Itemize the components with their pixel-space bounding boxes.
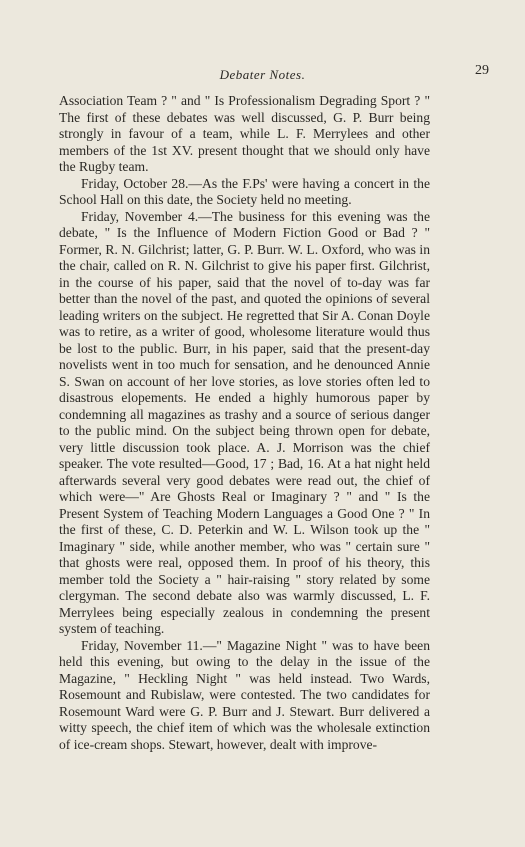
paragraph-november-4: Friday, November 4.—The business for this evening was the debate, " Is the Influence of Modern Fiction Good or Bad ? " Former, R. N. Gilchrist; latter, G. P. Burr. W. L. Oxford, who was in the chair, called on R. N. Gilchrist to give his paper first. Gilchrist, in the course of his paper, said that the novel of to-day was far better than the novel of the past, and quoted the opinions of several leading writers on the subject. He regretted that Sir A. Conan Doyle was to retire, as a writer of good, wholesome literature would thus be lost to the public. Burr, in his paper, said that the present-day novelists went in too much for sensation, and he denounced Annie S. Swan on account of her love stories, as love stories often led to disastrous elopements. He ended a highly humorous paper by condemning all magazines as trashy and a source of serious danger to the public mind. On the subject being thrown open for debate, very little discussion took place. A. J. Morrison was the chief speaker. The vote resulted—Good, 17 ; Bad, 16. At a hat night held afterwards several very good debates were read out, the chief of which were—" Are Ghosts Real or Imaginary ? " and " Is the Present System of Teaching Modern Languages a Good One ? " In the first of these, C. D. Peterkin and W. L. Wilson took up the " Imaginary " side, while another member, who was " certain sure " that ghosts were real, opposed them. In proof of his theory, this member told the Society a " hair-raising " story related by some clergyman. The second debate also was warmly discussed, L. F. Merrylees being especially zealous in condemning the present system of teaching. (59, 208, 430, 636)
running-title: Debater Notes. (219, 67, 306, 82)
paragraph-association-team: Association Team ? " and " Is Professionalism Degrading Sport ? " The first of these debates was well discussed, G. P. Burr being strongly in favour of a team, while L. F. Merrylees and other members of the 1st XV. present thought that we should only have the Rugby team. (59, 93, 430, 174)
paragraph-november-11: Friday, November 11.—" Magazine Night " was to have been held this evening, but owing to the delay in the issue of the Magazine, " Heckling Night " was held instead. Two Wards, Rosemount and Rubislaw, were contested. The two candidates for Rosemount Ward were G. P. Burr and J. Stewart. Burr delivered a witty speech, the chief item of which was the wholesale extinction of ice-cream shops. Stewart, however, dealt with improve- (59, 637, 430, 752)
body-text (59, 93, 430, 753)
page-number: 29 (475, 63, 489, 78)
paragraph-october-28: Friday, October 28.—As the F.Ps' were having a concert in the School Hall on this date, the Society held no meeting. (59, 175, 430, 207)
